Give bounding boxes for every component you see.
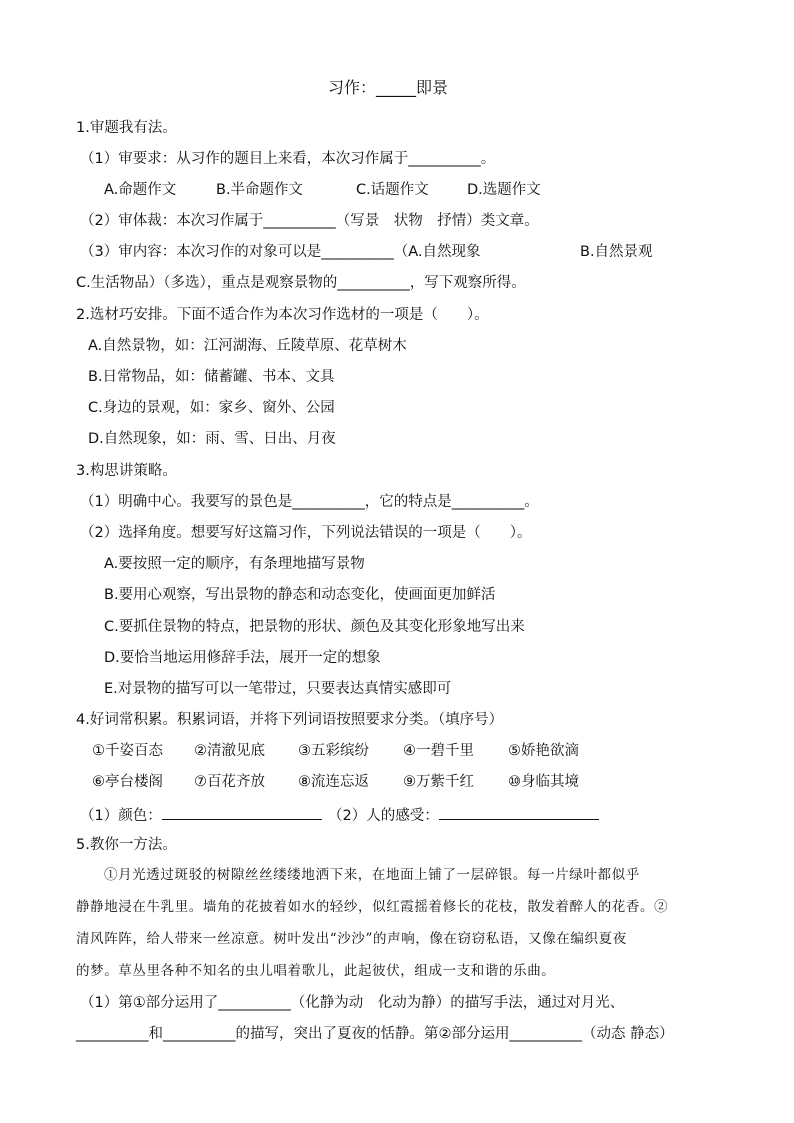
word-item: ⑦百花齐放 <box>194 774 265 790</box>
passage-line: 的梦。草丛里各种不知名的虫儿唱着歌儿，此起彼伏，组成一支和谐的乐曲。 <box>76 963 556 979</box>
word-item: ①千姿百态 <box>92 743 163 759</box>
option-d: D.选题作文 <box>467 182 541 198</box>
q1-s3-text-a: （3）审内容：本次习作的对象可以是__________（A.自然现象 <box>80 244 481 260</box>
q3-option-b: B.要用心观察，写出景物的静态和动态变化，使画面更加鲜活 <box>104 587 496 603</box>
word-item: ⑤娇艳欲滴 <box>508 743 579 759</box>
option-c: C.话题作文 <box>356 182 429 198</box>
q1-s3-text-b: B.自然景观 <box>580 244 653 260</box>
option-a: A.命题作文 <box>104 182 177 198</box>
q5-heading: 5.教你一方法。 <box>76 837 177 853</box>
passage-line: ①月光透过斑驳的树隙丝丝缕缕地洒下来，在地面上铺了一层碎银。每一片绿叶都似乎 <box>104 867 640 883</box>
q1-s1-text: （1）审要求：从习作的题目上来看，本次习作属于__________。 <box>80 151 496 167</box>
passage-line: 清风阵阵，给人带来一丝凉意。树叶发出“沙沙”的声响，像在窃窃私语，又像在编织夏夜 <box>76 931 627 947</box>
word-item: ③五彩缤纷 <box>298 743 369 759</box>
q3-heading: 3.构思讲策略。 <box>76 463 177 479</box>
passage-line: 静静地浸在牛乳里。墙角的花披着如水的轻纱，似红霞摇着修长的花枝，散发着醉人的花香。② <box>76 899 669 915</box>
q3-option-a: A.要按照一定的顺序，有条理地描写景物 <box>104 556 365 572</box>
q2-option-b: B.日常物品，如：储蓄罐、书本、文具 <box>88 369 335 385</box>
q2-heading: 2.选材巧安排。下面不适合作为本次习作选材的一项是（ ）。 <box>76 307 489 323</box>
q1-s2-text: （2）审体裁：本次习作属于__________（写景 状物 抒情）类文章。 <box>80 213 539 229</box>
q4-words-row-2 <box>92 772 579 792</box>
q3-s2-text: （2）选择角度。想要写好这篇习作，下列说法错误的一项是（ ）。 <box>80 525 532 541</box>
word-item: ⑩身临其境 <box>508 774 579 790</box>
option-b: B.半命题作文 <box>216 182 304 198</box>
word-item: ②清澈见底 <box>194 743 265 759</box>
q3-option-e: E.对景物的描写可以一笔带过，只要表达真情实感即可 <box>104 681 452 697</box>
page-title: 习作：_____即景 <box>328 78 449 97</box>
q4-feeling-row <box>328 804 599 826</box>
q4-feeling-blank[interactable] <box>439 804 599 820</box>
word-item: ⑨万紫千红 <box>403 774 474 790</box>
q3-option-c: C.要抓住景物的特点，把景物的形状、颜色及其变化形象地写出来 <box>104 619 525 635</box>
q4-color-row <box>80 804 322 826</box>
q4-heading: 4.好词常积累。积累词语，并将下列词语按照要求分类。（填序号） <box>76 712 504 728</box>
q2-option-c: C.身边的景观，如：家乡、窗外、公园 <box>88 400 335 416</box>
q4-feeling-label: （2）人的感受： <box>328 808 439 824</box>
q2-option-a: A.自然景物，如：江河湖海、丘陵草原、花草树木 <box>88 338 407 354</box>
word-item: ④一碧千里 <box>403 743 474 759</box>
word-item: ⑧流连忘返 <box>298 774 369 790</box>
q3-s1-text: （1）明确中心。我要写的景色是__________，它的特点是__________。 <box>80 494 539 510</box>
q3-option-d: D.要恰当地运用修辞手法，展开一定的想象 <box>104 650 381 666</box>
q1-s3-text-c: C.生活物品）（多选），重点是观察景物的__________，写下观察所得。 <box>76 275 526 291</box>
q4-words-row-1 <box>92 741 579 761</box>
q4-color-blank[interactable] <box>162 804 322 820</box>
q2-option-d: D.自然现象，如：雨、雪、日出、月夜 <box>88 431 336 447</box>
q4-color-label: （1）颜色： <box>80 808 162 824</box>
q5-s1-text-b: __________和__________的描写，突出了夏夜的恬静。第②部分运用__________（动态 静态） <box>76 1026 674 1042</box>
q1-s1-options <box>104 180 541 200</box>
q1-heading: 1.审题我有法。 <box>76 120 177 136</box>
q5-s1-text-a: （1）第①部分运用了__________（化静为动 化动为静）的描写手法，通过对月光、 <box>80 995 625 1011</box>
word-item: ⑥亭台楼阁 <box>92 774 163 790</box>
